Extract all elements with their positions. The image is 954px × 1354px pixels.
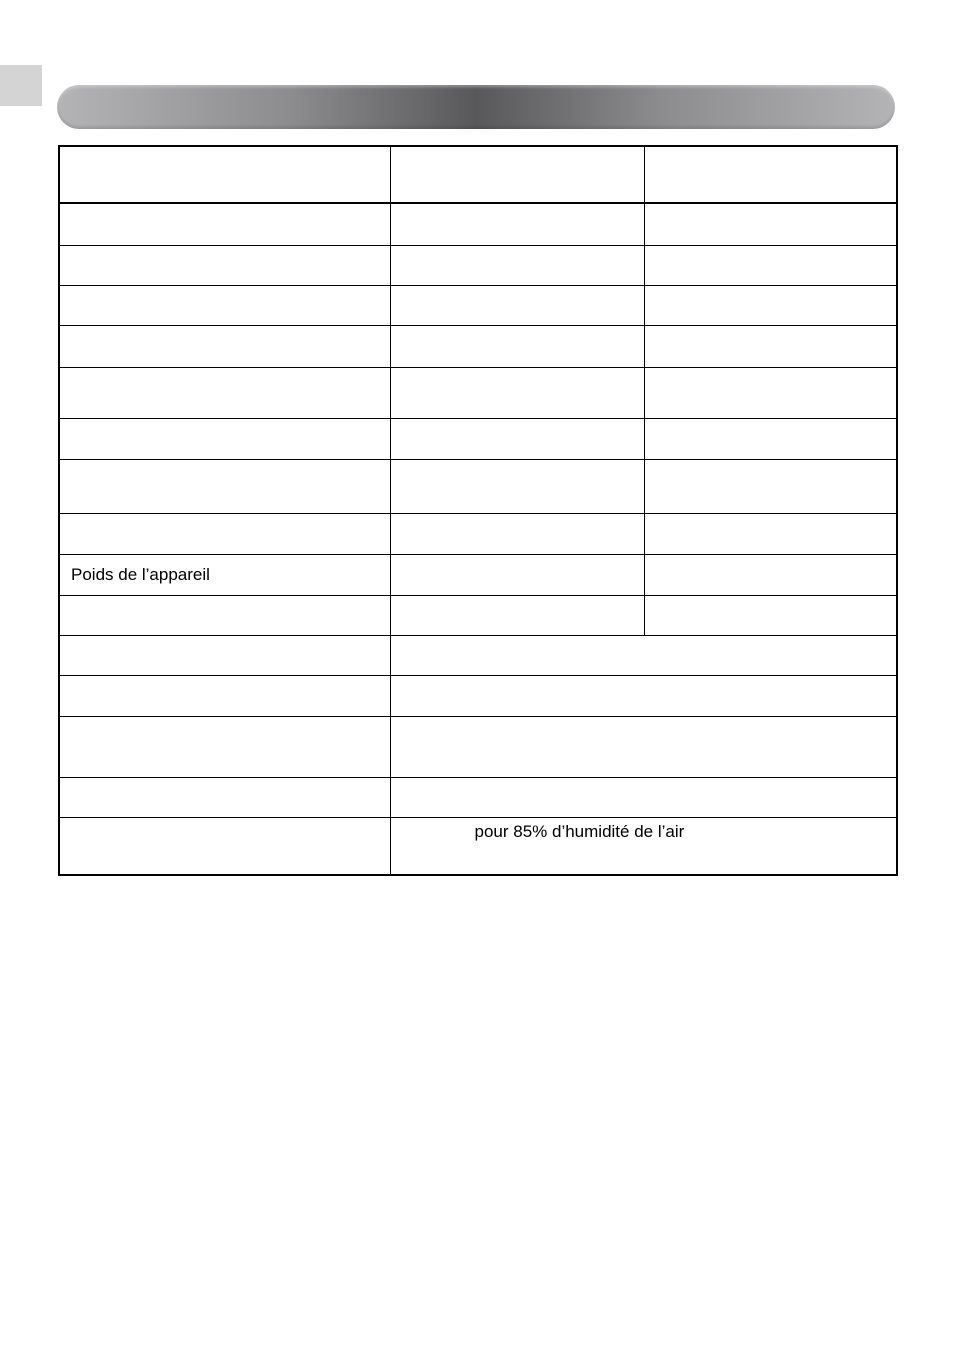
table-row [59,513,897,554]
table-cell [59,203,390,245]
table-row [59,459,897,513]
table-cell [59,146,390,203]
table-cell [59,285,390,325]
table-cell [390,675,897,716]
table-cell [390,245,644,285]
table-cell [390,203,644,245]
table-row [59,325,897,367]
weight-label: Poids de l’appareil [59,554,390,595]
table-row [59,675,897,716]
humidity-note: pour 85% d’humidité de l’air [474,821,685,841]
table-cell [390,716,897,777]
table-row [59,285,897,325]
table-cell [59,245,390,285]
table-cell [644,146,897,203]
table-cell [390,554,644,595]
table-cell [644,325,897,367]
table-row [59,418,897,459]
table-cell [59,367,390,418]
table-cell [390,459,644,513]
table-row [59,367,897,418]
table-row [59,245,897,285]
chapter-tab [0,65,42,106]
table-cell [390,513,644,554]
table-cell [644,418,897,459]
spec-table [58,145,898,876]
table-header-row [59,146,897,203]
table-cell [390,635,897,675]
table-cell [59,817,390,875]
table-cell [390,777,897,817]
table-cell [390,595,644,635]
table-cell [390,325,644,367]
table-cell [390,146,644,203]
table-cell [644,459,897,513]
table-row [59,203,897,245]
table-cell [59,675,390,716]
section-header-bar [57,85,895,129]
humidity-cell [390,817,897,875]
table-cell [59,777,390,817]
table-cell [644,554,897,595]
table-cell [59,716,390,777]
table-cell [644,203,897,245]
table-cell [59,459,390,513]
table-cell [644,367,897,418]
table-cell [59,325,390,367]
table-cell [59,595,390,635]
table-row [59,595,897,635]
table-cell [390,285,644,325]
table-cell [644,285,897,325]
table-row [59,777,897,817]
table-cell [390,367,644,418]
table-row [59,716,897,777]
table-cell [59,513,390,554]
table-cell [59,418,390,459]
table-row-humidity [59,817,897,875]
table-cell [644,245,897,285]
table-cell [59,635,390,675]
table-cell [390,418,644,459]
table-row-weight [59,554,897,595]
table-row [59,635,897,675]
table-cell [644,513,897,554]
table-cell [644,595,897,635]
